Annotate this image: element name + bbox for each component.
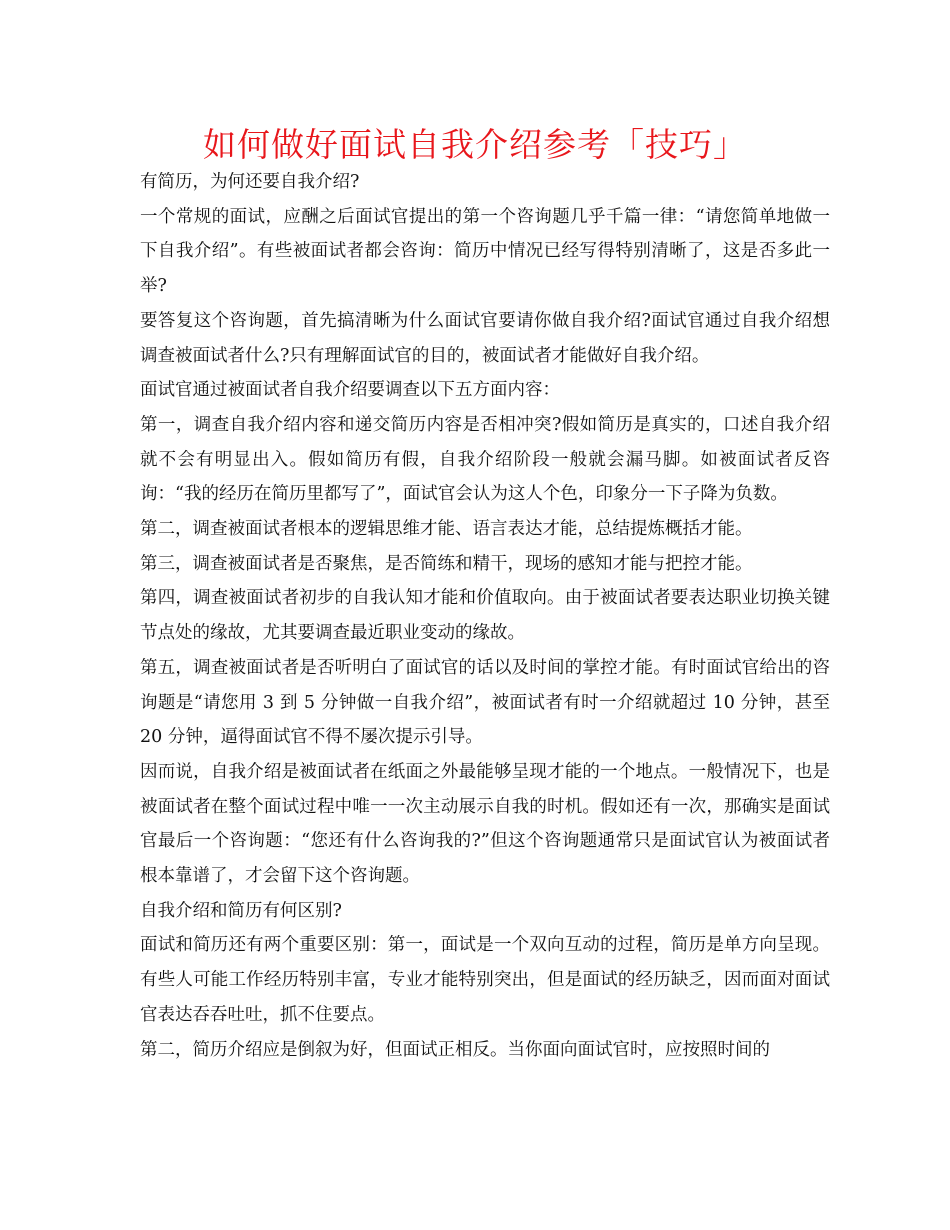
paragraph: 自我介绍和简历有何区别?: [140, 900, 342, 921]
paragraph: 第三，调查被面试者是否聚焦，是否简练和精干，现场的感知才能与把控才能。: [140, 553, 753, 574]
paragraph: 一个常规的面试，应酬之后面试官提出的第一个咨询题几乎千篇一律：“请您简单地做一下自我介绍”。有些被面试者都会咨询：简历中情况已经写得特别清晰了，这是否多此一举?: [140, 206, 830, 297]
paragraph: 面试和简历还有两个重要区别：第一，面试是一个双向互动的过程，简历是单方向呈现。有些人可能工作经历特别丰富，专业才能特别突出，但是面试的经历缺乏，因而面对面试官表达吞吞吐吐，抓不住要点。: [140, 935, 830, 1025]
document-body: [140, 165, 830, 1067]
paragraph: 面试官通过被面试者自我介绍要调查以下五方面内容：: [140, 380, 560, 401]
document-title: 如何做好面试自我介绍参考「技巧」: [203, 125, 747, 164]
paragraph: 有简历，为何还要自我介绍?: [140, 172, 360, 192]
paragraph: 第二，调查被面试者根本的逻辑思维才能、语言表达才能，总结提炼概括才能。: [140, 519, 753, 540]
paragraph: 第五，调查被面试者是否听明白了面试官的话以及时间的掌控才能。有时面试官给出的咨询题是“请您用 3 到 5 分钟做一自我介绍”，被面试者有时一介绍就超过 10 分钟，甚至 20 分钟，逼得面试官不得不屡次提示引导。: [140, 657, 830, 748]
paragraph: 第二，简历介绍应是倒叙为好，但面试正相反。当你面向面试官时，应按照时间的: [140, 1039, 770, 1060]
paragraph: 第四，调查被面试者初步的自我认知才能和价值取向。由于被面试者要表达职业切换关键节点处的缘故，尤其要调查最近职业变动的缘故。: [140, 588, 830, 644]
paragraph: 第一，调查自我介绍内容和递交简历内容是否相冲突?假如简历是真实的，口述自我介绍就不会有明显出入。假如简历有假，自我介绍阶段一般就会漏马脚。如被面试者反咨询：“我的经历在简历里都写了”，面试官会认为这人个色，印象分一下子降为负数。: [140, 414, 830, 505]
paragraph: 要答复这个咨询题，首先搞清晰为什么面试官要请你做自我介绍?面试官通过自我介绍想调查被面试者什么?只有理解面试官的目的，被面试者才能做好自我介绍。: [140, 310, 830, 366]
paragraph: 因而说，自我介绍是被面试者在纸面之外最能够呈现才能的一个地点。一般情况下，也是被面试者在整个面试过程中唯一一次主动展示自我的时机。假如还有一次，那确实是面试官最后一个咨询题：“您还有什么咨询我的?”但这个咨询题通常只是面试官认为被面试者根本靠谱了，才会留下这个咨询题。: [140, 761, 830, 887]
